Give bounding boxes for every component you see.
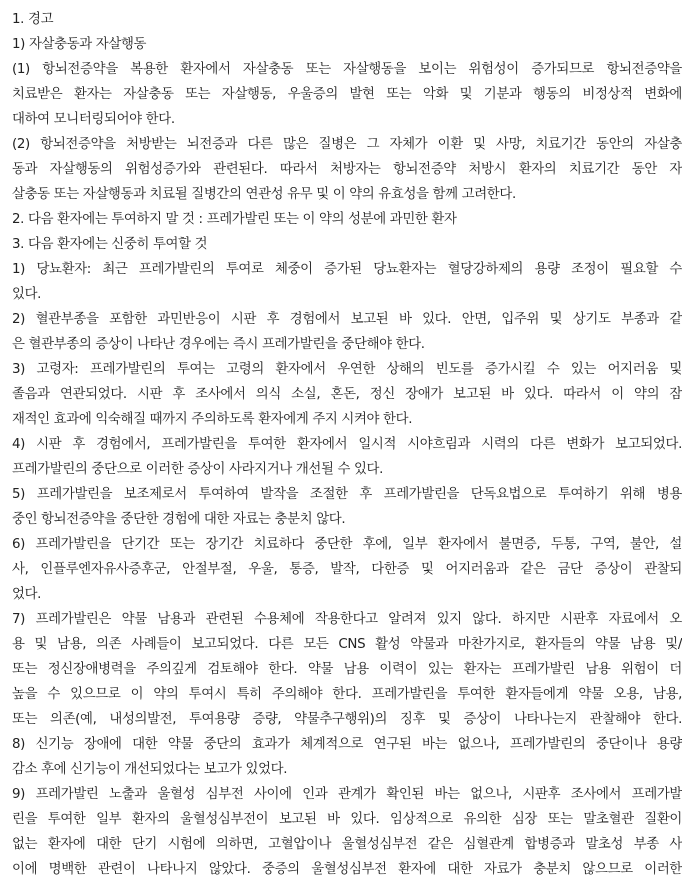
text-line: 3) 고령자: 프레가발린의 투여는 고령의 환자에서 우연한 상해의 빈도를 증가시킬 수 있는 어지러움 및	[12, 362, 682, 377]
text-line: 높을 수 있으므로 이 약의 투여시 특히 주의해야 한다. 프레가발린을 투여한 환자들에게 약물 오용, 남용,	[12, 687, 682, 702]
text-line: 중인 항뇌전증약을 중단한 경험에 대한 자료는 충분치 않다.	[12, 512, 346, 527]
text-line: 4) 시판 후 경험에서, 프레가발린을 투여한 환자에서 일시적 시야흐림과 시력의 다른 변화가 보고되었다.	[12, 437, 682, 452]
text-line: 1) 자살충동과 자살행동	[12, 37, 147, 52]
text-line: 대하여 모니터링되어야 한다.	[12, 112, 175, 127]
text-line: 치료받은 환자는 자살충동 또는 자살행동, 우울증의 발현 또는 악화 및 기분과 행동의 비정상적 변화에	[12, 87, 682, 102]
text-line: 었다.	[12, 587, 42, 602]
text-line: 린을 투여한 일부 환자의 울혈성심부전이 보고된 바 있다. 임상적으로 유의한 심장 또는 말초혈관 질환이	[12, 812, 682, 827]
text-line: 동과 자살행동의 위험성증가와 관련된다. 따라서 처방자는 항뇌전증약 처방시 환자의 치료기간 동안 자	[12, 162, 682, 177]
text-line: 7) 프레가발린은 약물 남용과 관련된 수용체에 작용한다고 알려져 있지 않다. 하지만 시판후 자료에서 오	[12, 612, 682, 627]
text-line: 감소 후에 신기능이 개선되었다는 보고가 있었다.	[12, 762, 288, 777]
text-line: 1. 경고	[12, 12, 54, 27]
text-line: 이에 명백한 관련이 나타나지 않았다. 중증의 울혈성심부전 환자에 대한 자료가 충분치 않으므로 이러한	[12, 862, 682, 877]
text-line: 사, 인플루엔자유사증후군, 안절부절, 우울, 통증, 발작, 다한증 및 어지러움과 같은 금단 증상이 관찰되	[12, 562, 682, 577]
document-body	[12, 7, 682, 882]
text-line: 있다.	[12, 287, 42, 302]
text-line: 재적인 효과에 익숙해질 때까지 주의하도록 환자에게 주지 시켜야 한다.	[12, 412, 413, 427]
text-line: 2) 혈관부종을 포함한 과민반응이 시판 후 경험에서 보고된 바 있다. 안면, 입주위 및 상기도 부종과 같	[12, 312, 682, 327]
text-line: 3. 다음 환자에는 신중히 투여할 것	[12, 237, 208, 252]
text-line: 프레가발린의 중단으로 이러한 증상이 사라지거나 개선될 수 있다.	[12, 462, 384, 477]
text-line: 8) 신기능 장애에 대한 약물 중단의 효과가 체계적으로 연구된 바는 없으나, 프레가발린의 중단이나 용량	[12, 737, 682, 752]
text-line: (2) 항뇌전증약을 처방받는 뇌전증과 다른 많은 질병은 그 자체가 이환 및 사망, 치료기간 동안의 자살충	[12, 137, 682, 152]
text-line: 졸음과 연관되었다. 시판 후 조사에서 의식 소실, 혼돈, 정신 장애가 보고된 바 있다. 따라서 이 약의 잠	[12, 387, 682, 402]
text-line: 6) 프레가발린을 단기간 또는 장기간 치료하다 중단한 후에, 일부 환자에서 불면증, 두통, 구역, 불안, 설	[12, 537, 682, 552]
text-line: 용 및 남용, 의존 사례들이 보고되었다. 다른 모든 CNS 활성 약물과 마찬가지로, 환자들의 약물 남용 및/	[12, 637, 682, 652]
text-line: 또는 정신장애병력을 주의깊게 검토해야 한다. 약물 남용 이력이 있는 환자는 프레가발린 남용 위험이 더	[12, 662, 682, 677]
text-line: 은 혈관부종의 증상이 나타난 경우에는 즉시 프레가발린을 중단해야 한다.	[12, 337, 425, 352]
text-line: 또는 의존(예, 내성의발전, 투여용량 증량, 약물추구행위)의 징후 및 증상이 나타나는지 관찰해야 한다.	[12, 712, 682, 727]
text-line: 1) 당뇨환자: 최근 프레가발린의 투여로 체중이 증가된 당뇨환자는 혈당강하제의 용량 조정이 필요할 수	[12, 262, 682, 277]
text-line: 5) 프레가발린을 보조제로서 투여하여 발작을 조절한 후 프레가발린을 단독요법으로 투여하기 위해 병용	[12, 487, 682, 502]
text-line: 살충동 또는 자살행동과 치료될 질병간의 연관성 유무 및 이 약의 유효성을 함께 고려한다.	[12, 187, 516, 202]
text-line: (1) 항뇌전증약을 복용한 환자에서 자살충동 또는 자살행동을 보이는 위험성이 증가되므로 항뇌전증약을	[12, 62, 682, 77]
text-line: 2. 다음 환자에는 투여하지 말 것 : 프레가발린 또는 이 약의 성분에 과민한 환자	[12, 212, 457, 227]
text-line: 없는 환자에 대한 단기 시험에 의하면, 고혈압이나 울혈성심부전 같은 심혈관계 합병증과 말초성 부종 사	[12, 837, 682, 852]
text-line: 9) 프레가발린 노출과 울혈성 심부전 사이에 인과 관계가 확인된 바는 없으나, 시판후 조사에서 프레가발	[12, 787, 682, 802]
